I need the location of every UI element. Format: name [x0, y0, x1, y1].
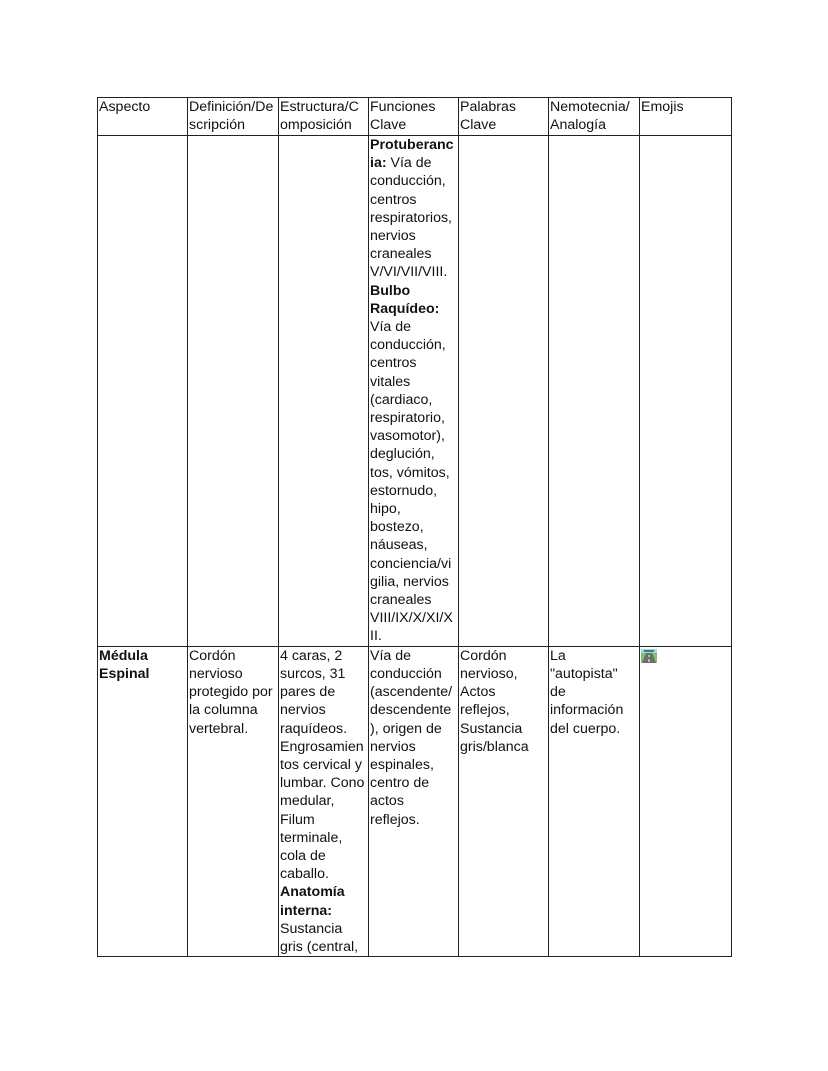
motorway-icon	[641, 649, 657, 663]
header-definicion: Definición/De scripción	[188, 98, 279, 136]
cell-definicion	[188, 136, 279, 647]
cell-estructura: 4 caras, 2 surcos, 31 pares de nervios raquídeos. Engrosamien tos cervical y lumbar. Cono medular, Filum terminale, cola de caballo. Anatomía interna: Sustancia gris (central,	[279, 646, 369, 956]
header-palabras: Palabras Clave	[459, 98, 549, 136]
cell-funciones: Vía de conducción (ascendente/ descendente ), origen de nervios espinales, centro de actos reflejos.	[369, 646, 459, 956]
header-estructura: Estructura/C omposición	[279, 98, 369, 136]
cell-emojis	[640, 646, 732, 956]
header-aspecto: Aspecto	[98, 98, 188, 136]
document-page	[97, 97, 731, 957]
cell-aspecto	[98, 136, 188, 647]
table-row-medula-espinal	[98, 646, 732, 956]
header-emojis: Emojis	[640, 98, 732, 136]
header-nemotecnia: Nemotecnia/ Analogía	[549, 98, 640, 136]
cell-nemotecnia: La "autopista" de información del cuerpo.	[549, 646, 640, 956]
cell-palabras	[459, 136, 549, 647]
table-header-row	[98, 98, 732, 136]
cell-emojis	[640, 136, 732, 647]
cell-nemotecnia	[549, 136, 640, 647]
cell-definicion: Cordón nervioso protegido por la columna vertebral.	[188, 646, 279, 956]
study-table	[97, 97, 732, 957]
cell-estructura	[279, 136, 369, 647]
cell-palabras: Cordón nervioso, Actos reflejos, Sustancia gris/blanca	[459, 646, 549, 956]
header-funciones: Funciones Clave	[369, 98, 459, 136]
cell-aspecto: Médula Espinal	[98, 646, 188, 956]
cell-funciones: Protuberanc ia: Vía de conducción, centros respiratorios, nervios craneales V/VI/VII/VIII. Bulbo Raquídeo: Vía de conducción, centros vitales (cardiaco, respiratorio, vasomotor), deglución, tos, vómitos, estornudo, hipo, bostezo, náuseas, conciencia/vi gilia, nervios craneales VIII/IX/X/XI/X II.	[369, 136, 459, 647]
table-row	[98, 136, 732, 647]
